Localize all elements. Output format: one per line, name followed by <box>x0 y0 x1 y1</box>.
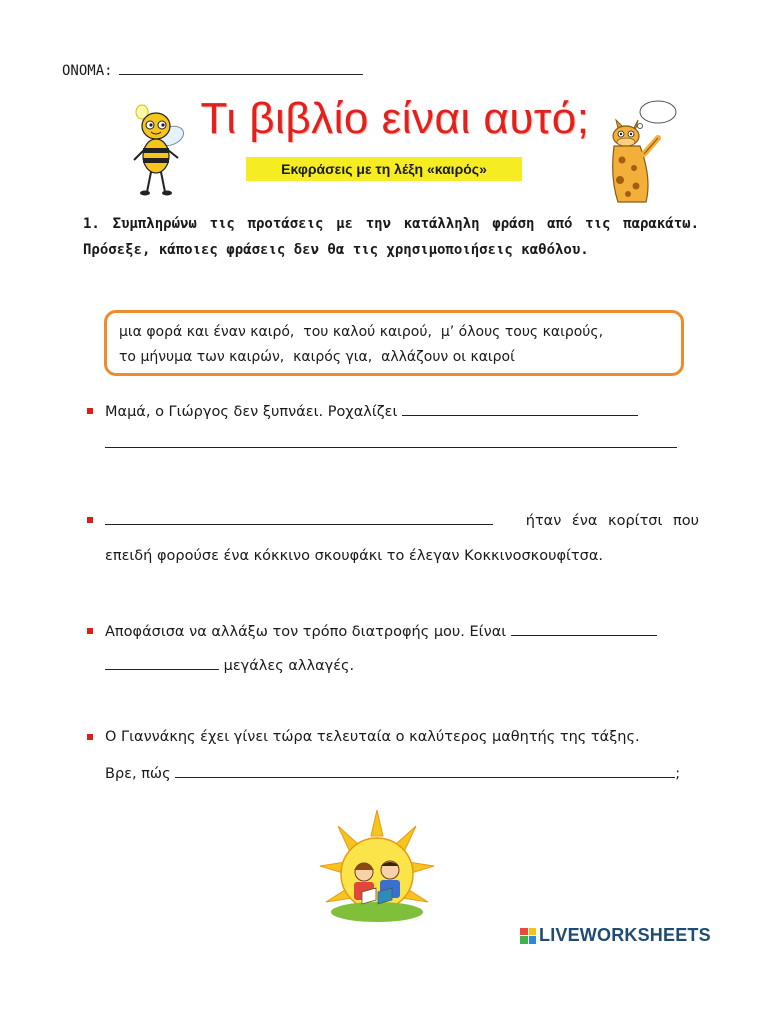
sentence-text: Ο Γιαννάκης έχει γίνει τώρα τελευταία ο καλύτερος μαθητής της τάξης. <box>105 729 640 745</box>
sentence-text: ήταν ένα κορίτσι που <box>525 513 699 529</box>
liveworksheets-logo <box>520 925 711 946</box>
phrase-item: μ’ όλους τους καιρούς, <box>440 324 604 340</box>
sentence-4 <box>87 729 699 789</box>
phrase-item: καιρός για, <box>293 349 373 365</box>
sentence-text: ; <box>675 766 681 782</box>
logo-text: LIVEWORKSHEETS <box>539 925 711 945</box>
sentence-1 <box>87 403 699 463</box>
kids-reading-sun-illustration <box>318 808 436 926</box>
giraffe-illustration <box>600 98 680 208</box>
answer-blank-continuation[interactable] <box>105 657 219 670</box>
bullet-icon <box>87 517 93 523</box>
sentence-text: Αποφάσισα να αλλάξω τον τρόπο διατροφής μου. Είναι <box>105 624 507 640</box>
sentence-text: Βρε, πώς <box>105 766 171 782</box>
sentence-3 <box>87 623 699 683</box>
name-label: ΟΝΟΜΑ: <box>62 63 113 79</box>
answer-blank-continuation[interactable] <box>105 435 677 448</box>
sentence-text: επειδή φορούσε ένα κόκκινο σκουφάκι το έλεγαν Κοκκινοσκουφίτσα. <box>105 548 604 564</box>
exercise-instructions: 1. Συμπληρώνω τις προτάσεις με την κατάλληλη φράση από τις παρακάτω. Πρόσεξε, κάποιες φράσεις δεν θα τις χρησιμοποιήσεις καθόλου. <box>83 216 699 258</box>
bee-illustration <box>118 100 190 200</box>
bullet-icon <box>87 408 93 414</box>
bullet-icon <box>87 734 93 740</box>
page-title: Τι βιβλίο είναι αυτό; <box>200 94 590 143</box>
phrase-item: το μήνυμα των καιρών, <box>119 349 285 365</box>
name-row <box>62 62 363 79</box>
phrase-item: αλλάζουν οι καιροί <box>381 349 515 365</box>
answer-blank[interactable] <box>105 512 493 525</box>
phrase-item: του καλού καιρού, <box>303 324 432 340</box>
bullet-icon <box>87 628 93 634</box>
sentence-text: Μαμά, ο Γιώργος δεν ξυπνάει. Ροχαλίζει <box>105 404 398 420</box>
subtitle-highlight: Εκφράσεις με τη λέξη «καιρός» <box>246 157 522 181</box>
sentence-2 <box>87 512 699 572</box>
phrase-item: μια φορά και έναν καιρό, <box>119 324 295 340</box>
answer-blank[interactable] <box>511 623 657 636</box>
name-input-line[interactable] <box>119 62 363 75</box>
phrase-row <box>119 320 671 345</box>
phrase-row <box>119 345 671 370</box>
answer-blank[interactable] <box>402 403 638 416</box>
logo-mark-icon <box>520 928 536 944</box>
answer-blank[interactable] <box>175 765 675 778</box>
sentence-text: μεγάλες αλλαγές. <box>223 658 355 674</box>
phrase-box <box>104 310 684 376</box>
